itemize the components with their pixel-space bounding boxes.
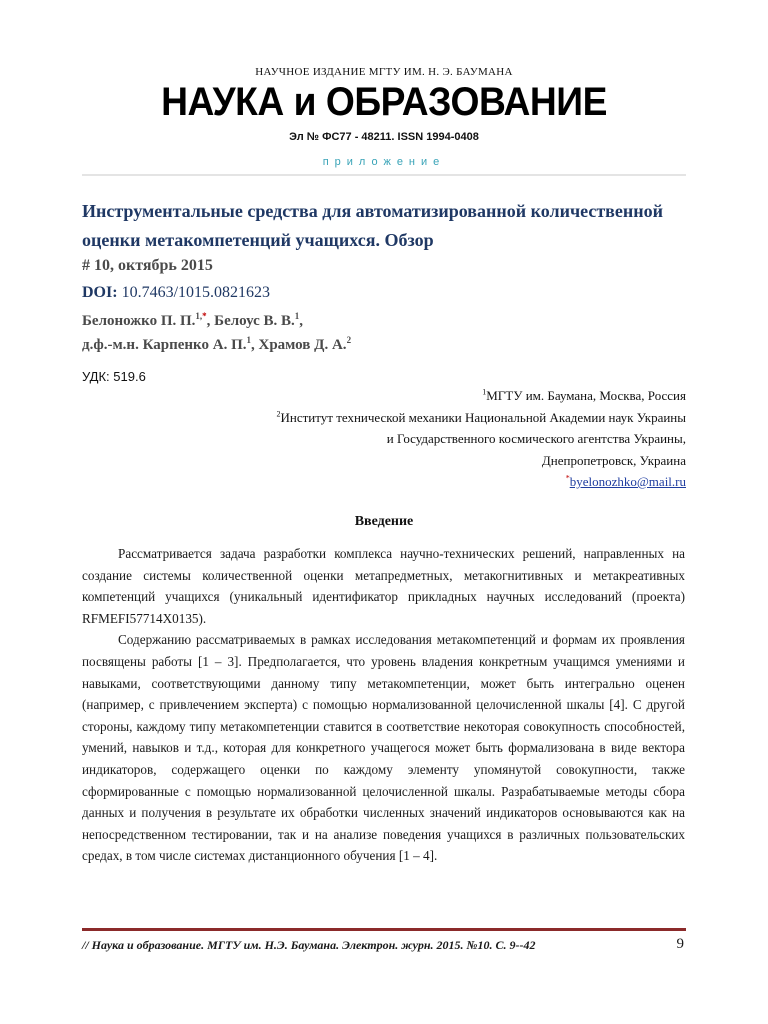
paragraph: Содержанию рассматриваемых в рамках исследования метакомпетенций и формам их проявления посвящены работы [1 – 3]. Предполагается, что уровень владения конкретным учащимся умениями и навыками, соответствующими данному типу метакомпетенции, может быть интегрально оценен (например, с привлечением эксперта) с помощью нормализованной целочисленной шкалы [4]. С другой стороны, каждому типу метакомпетенции ставится в соответствие некоторая совокупность способностей, умений, навыков и т.д., которая для конкретного учащегося может быть формализована в виде вектора индикаторов, содержащего оценки по каждому элементу упомянутой совокупности, также сформированные с помощью нормализованной целочисленной шкалы. Разрабатываемые методы сбора данных и получения в результате их обработки численных значений индикаторов основываются как на непосредственном тестировании, так и на анализе поведения учащихся в различных пользовательских средах, в том числе системах дистанционного обучения [1 – 4]. [82, 632, 685, 864]
affil-text: МГТУ им. Баумана, Москва, Россия [486, 388, 686, 403]
affiliations [277, 385, 687, 493]
author-line-2 [82, 333, 351, 357]
author-name: , Храмов Д. А. [250, 337, 347, 353]
author-name: , Белоус В. В. [206, 313, 295, 329]
author-separator: , [299, 313, 304, 329]
author-list [82, 309, 351, 357]
udc-code: УДК: 519.6 [82, 369, 146, 384]
section-heading-introduction: Введение [354, 514, 414, 529]
corresponding-mark: * [565, 473, 570, 483]
corresponding-mark: * [202, 311, 207, 321]
author-affil-sup: 1 [294, 311, 300, 321]
doi-value: 10.7463/1015.0821623 [121, 284, 271, 301]
body-text [82, 543, 685, 867]
author-affil-sup: 2 [346, 335, 352, 345]
affil-text: Институт технической механики Национальной Академии наук Украины [280, 409, 686, 425]
registration-issn: Эл № ФС77 - 48211. ISSN 1994-0408 [289, 131, 479, 143]
article-title: Инструментальные средства для автоматизированной количественной оценки метакомпетенций учащихся. Обзор [82, 201, 663, 250]
affil-sup: 2 [276, 409, 281, 419]
issue-line: # 10, октябрь 2015 [82, 257, 213, 274]
doi-label: DOI: [82, 284, 118, 301]
journal-masthead [82, 62, 686, 180]
paragraph: Рассматривается задача разработки комплекса научно-технических решений, направленных на создание системы количественной оценки метапредметных, метакогнитивных и метакреативных компетенций учащихся (уникальный идентификатор прикладных научных исследований (проекта) RFMEFI57714X0135). [82, 546, 685, 626]
author-affil-sup: 1, [195, 311, 203, 321]
footer-citation: // Наука и образование. МГТУ им. Н.Э. Баумана. Электрон. журн. 2015. №10. С. 9--42 [82, 938, 536, 952]
affiliation-2 [277, 407, 687, 429]
author-name: Белоножко П. П. [82, 313, 196, 329]
affiliation-2-line-3: Днепропетровск, Украина [541, 452, 686, 468]
doi-line [82, 284, 270, 302]
affiliation-2-line-2: и Государственного космического агентства Украины, [386, 431, 686, 446]
masthead-divider [82, 174, 686, 176]
contact-email-line [277, 471, 687, 493]
affiliation-1 [277, 385, 687, 407]
email-link[interactable]: byelonozhko@mail.ru [569, 474, 686, 489]
journal-title: НАУКА и ОБРАЗОВАНИЕ [161, 80, 607, 124]
footer-divider [82, 928, 686, 931]
affil-sup: 1 [482, 387, 487, 397]
author-name: д.ф.-м.н. Карпенко А. П. [82, 337, 247, 353]
masthead-subtitle: приложение [322, 156, 446, 168]
author-line-1 [82, 309, 351, 333]
masthead-publisher-line: НАУЧНОЕ ИЗДАНИЕ МГТУ ИМ. Н. Э. БАУМАНА [255, 66, 513, 78]
page-number: 9 [676, 936, 684, 952]
author-affil-sup: 1 [246, 335, 251, 345]
